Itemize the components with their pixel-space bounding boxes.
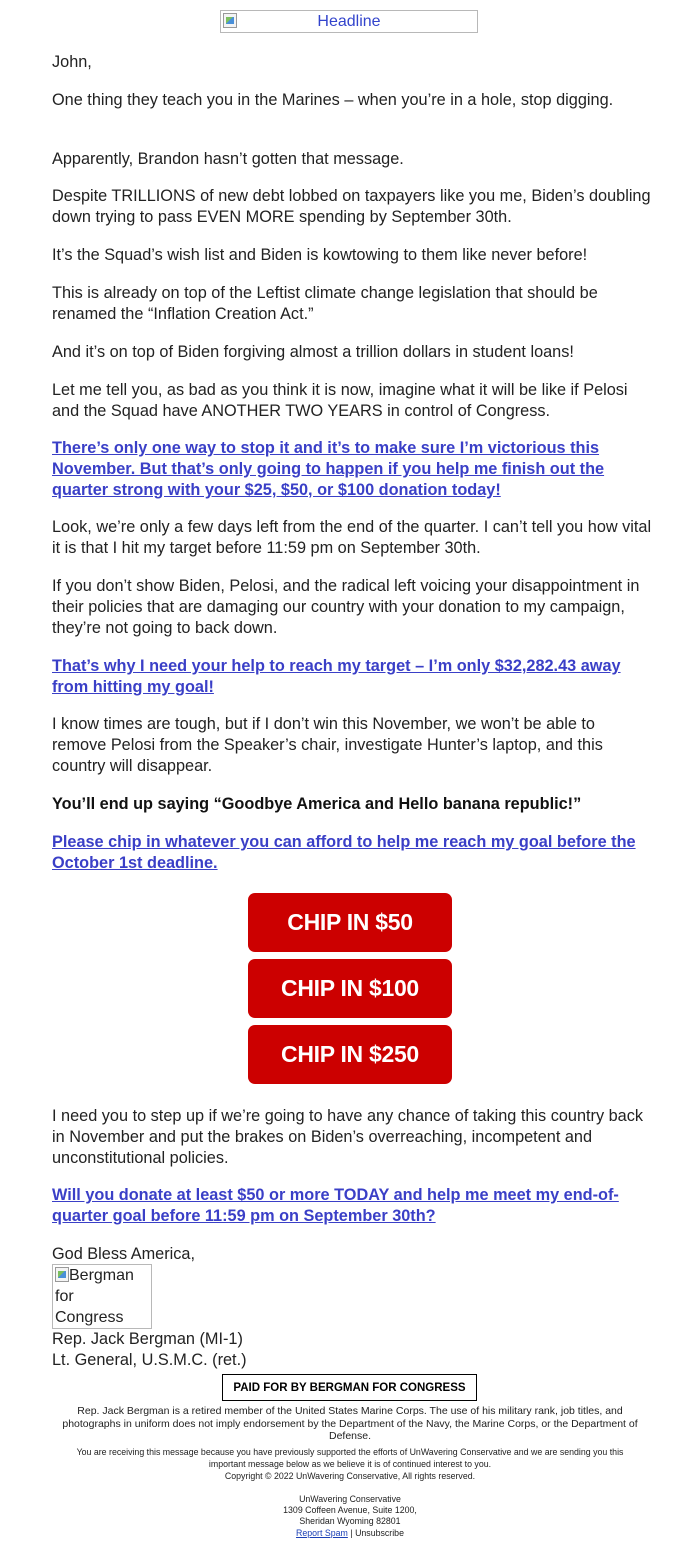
paragraph: Let me tell you, as bad as you think it is now, imagine what it will be like if Pelosi and the Squad have ANOTHER TWO YEARS in control of Congress. xyxy=(52,381,628,420)
paragraph: I know times are tough, but if I don’t win this November, we won’t be able to remove Pelosi from the Speaker’s chair, investigate Hunter’s laptop, and this country will disappear. xyxy=(52,715,603,775)
footer-address-1: 1309 Coffeen Avenue, Suite 1200, xyxy=(283,1505,417,1516)
copyright: Copyright © 2022 UnWavering Conservative, All rights reserved. xyxy=(224,1471,476,1481)
paragraph: If you don’t show Biden, Pelosi, and the radical left voicing your disappointment in their policies that are damaging our country with your donation to my campaign, they’re not going to back down. xyxy=(52,577,640,637)
paragraph: Despite TRILLIONS of new debt lobbed on taxpayers like you me, Biden’s doubling down trying to pass EVEN MORE spending by September 30th. xyxy=(52,187,651,226)
paragraph: This is already on top of the Leftist climate change legislation that should be renamed the “Inflation Creation Act.” xyxy=(52,284,598,323)
closing: God Bless America, xyxy=(52,1245,195,1263)
chip-in-50-button[interactable]: CHIP IN $50 xyxy=(248,893,452,952)
target-link-paragraph xyxy=(52,656,652,698)
greeting: John, xyxy=(52,53,92,71)
donate-link-paragraph xyxy=(52,438,652,501)
headline-image-alt: Headline xyxy=(317,12,381,30)
paid-for-box: PAID FOR BY BERGMAN FOR CONGRESS xyxy=(222,1374,477,1401)
broken-image-icon xyxy=(55,1267,69,1282)
donate-today-link-paragraph xyxy=(52,1185,652,1227)
chip-in-250-button[interactable]: CHIP IN $250 xyxy=(248,1025,452,1084)
paragraph: It’s the Squad’s wish list and Biden is kowtowing to them like never before! xyxy=(52,246,588,264)
chip-in-link-paragraph xyxy=(52,832,652,874)
chip-in-link[interactable]: Please chip in whatever you can afford to help me reach my goal before the October 1st deadline. xyxy=(52,833,636,872)
footer-address-2: Sheridan Wyoming 82801 xyxy=(299,1516,401,1527)
unsubscribe-link[interactable]: Unsubscribe xyxy=(355,1527,404,1538)
footer-separator: | xyxy=(350,1527,353,1538)
paragraph: Apparently, Brandon hasn’t gotten that message. xyxy=(52,150,404,168)
footer xyxy=(60,1494,640,1539)
paragraph: And it’s on top of Biden forgiving almost a trillion dollars in student loans! xyxy=(52,343,574,361)
paragraph: I need you to step up if we’re going to have any chance of taking this country back in November and put the brakes on Biden’s overreaching, incompetent and unconstitutional policies. xyxy=(52,1107,644,1167)
paragraph: One thing they teach you in the Marines – when you’re in a hole, stop digging. xyxy=(52,91,614,109)
signer-title: Lt. General, U.S.M.C. (ret.) xyxy=(52,1351,247,1369)
bold-quote: You’ll end up saying “Goodbye America and Hello banana republic!” xyxy=(52,795,582,813)
chip-in-100-button[interactable]: CHIP IN $100 xyxy=(248,959,452,1018)
signer-name: Rep. Jack Bergman (MI-1) xyxy=(52,1330,243,1348)
target-link[interactable]: That’s why I need your help to reach my target – I’m only $32,282.43 away from hitting my goal! xyxy=(52,657,621,696)
paragraph: Look, we’re only a few days left from the end of the quarter. I can’t tell you how vital it is that I hit my target before 11:59 pm on September 30th. xyxy=(52,518,652,557)
signature-alt-line: Bergman xyxy=(69,1267,134,1284)
receiving-notice: You are receiving this message because you have previously supported the efforts of UnWavering Conservative and we are sending you this important message below as we believe it is of continued interest to you. xyxy=(76,1447,624,1469)
donate-today-link[interactable]: Will you donate at least $50 or more TODAY and help me meet my end-of-quarter goal before 11:59 pm on September 30th? xyxy=(52,1186,619,1225)
signature-image xyxy=(52,1264,152,1329)
footer-org: UnWavering Conservative xyxy=(299,1494,401,1504)
military-disclaimer: Rep. Jack Bergman is a retired member of the United States Marine Corps. The use of his military rank, job titles, and photographs in uniform does not imply endorsement by the Department of the Navy, the Marine Corps, or the Department of Defense. xyxy=(62,1405,638,1442)
signature-alt-line: for xyxy=(55,1288,74,1305)
donate-link[interactable]: There’s only one way to stop it and it’s to make sure I’m victorious this November. But that’s only going to happen if you help me finish out the quarter strong with your $25, $50, or $100 donation today! xyxy=(52,439,605,499)
report-spam-link[interactable]: Report Spam xyxy=(296,1527,348,1538)
headline-image xyxy=(220,10,478,33)
broken-image-icon xyxy=(223,13,237,28)
signature-alt-line: Congress xyxy=(55,1309,124,1326)
footer-links xyxy=(60,1528,640,1539)
